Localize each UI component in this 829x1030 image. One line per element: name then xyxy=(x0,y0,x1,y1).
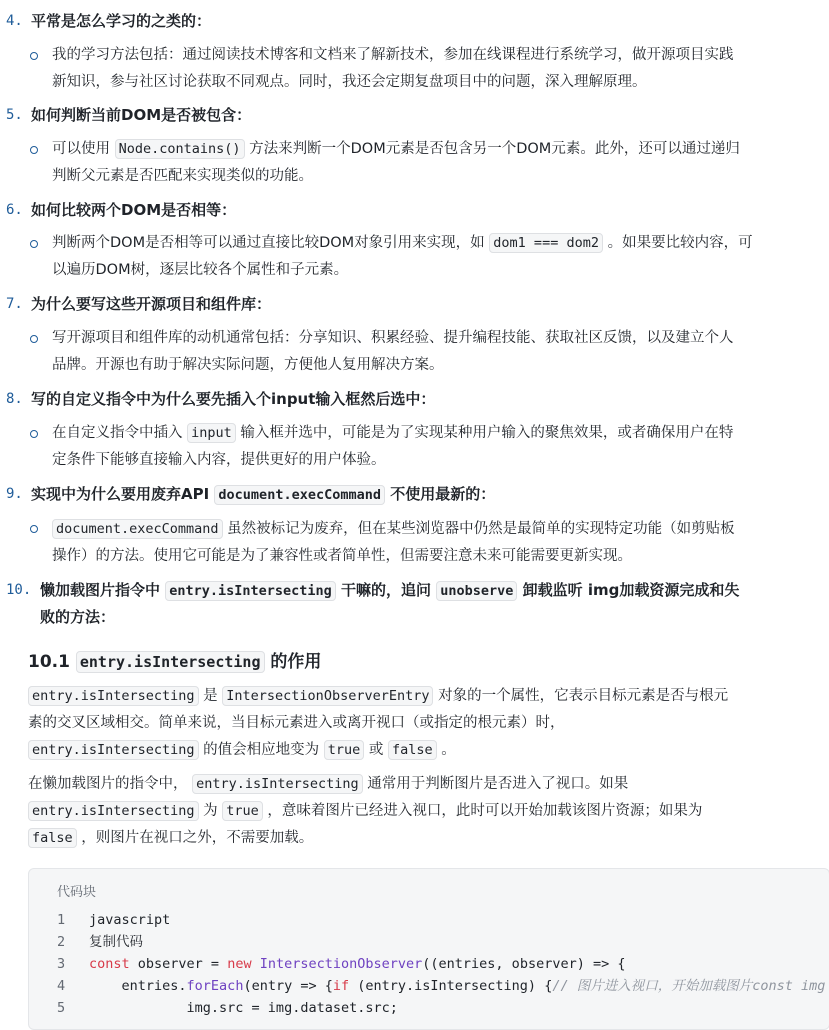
inline-code: IntersectionObserverEntry xyxy=(222,686,433,706)
bullet-icon xyxy=(30,240,38,248)
inline-code: document.execCommand xyxy=(52,519,223,539)
inline-code: unobserve xyxy=(436,581,517,601)
inline-code: entry.isIntersecting xyxy=(165,581,336,601)
line-number: 2 xyxy=(57,934,66,950)
inline-code: false xyxy=(388,740,437,760)
code-line: 4 entries.forEach(entry => {if (entry.isIntersecting) {// 图片进入视口，开始加载图片const img xyxy=(29,975,829,997)
answer-line: 操作）的方法。使用它可能是为了兼容性或者简单性，但需要注意未来可能需要更新实现。 xyxy=(52,548,632,564)
inline-code: dom1 === dom2 xyxy=(489,233,603,253)
answer-4 xyxy=(52,42,819,96)
list-number: 10. xyxy=(6,582,32,598)
answer-line: 定条件下能够直接输入内容，提供更好的用户体验。 xyxy=(52,452,386,468)
bullet-icon xyxy=(30,146,38,154)
question-text: 为什么要写这些开源项目和组件库： xyxy=(31,295,272,313)
answer-6 xyxy=(52,230,819,284)
answer-line: 判断两个DOM是否相等可以通过直接比较DOM对象引用来实现，如 dom1 === dom2 。如果要比较内容，可 xyxy=(52,235,753,251)
inline-code: input xyxy=(187,423,236,443)
code-line: 3 const observer = new IntersectionObserver((entries, observer) => { xyxy=(29,953,829,975)
code-block-title: 代码块 xyxy=(57,885,97,900)
bullet-icon xyxy=(30,525,38,533)
inline-code: false xyxy=(28,828,77,848)
inline-code: entry.isIntersecting xyxy=(28,740,199,760)
line-number: 4 xyxy=(57,978,66,994)
question-text: 写的自定义指令中为什么要先插入个input输入框然后选中： xyxy=(31,390,436,408)
question-text: 懒加载图片指令中 entry.isIntersecting 干嘛的，追问 unobserve 卸载监听 img加载资源完成和失 败的方法： xyxy=(40,581,740,626)
bullet-icon xyxy=(30,52,38,60)
inline-code: document.execCommand xyxy=(214,485,385,505)
paragraph-1: entry.isIntersecting 是 IntersectionObserverEntry 对象的一个属性，它表示目标元素是否与根元 素的交叉区域相交。简单来说，当目标元素进入或离开视口（或指定的根元素）时， entry.isIntersecting 的值会相应地变为 true 或 false 。 xyxy=(28,688,729,758)
answer-7 xyxy=(52,325,819,379)
inline-code: entry.isIntersecting xyxy=(28,686,199,706)
answer-line: 在自定义指令中插入 input 输入框并选中，可能是为了实现某种用户输入的聚焦效果，或者确保用户在特 xyxy=(52,425,734,441)
question-text: 如何判断当前DOM是否被包含： xyxy=(31,106,252,124)
line-number: 5 xyxy=(57,1000,66,1016)
inline-code: true xyxy=(222,801,263,821)
list-number: 5. xyxy=(6,107,23,123)
question-text: 实现中为什么要用废弃API document.execCommand 不使用最新的： xyxy=(31,485,496,503)
answer-line: document.execCommand 虽然被标记为废弃，但在某些浏览器中仍然是最简单的实现特定功能（如剪贴板 xyxy=(52,516,819,543)
answer-9 xyxy=(52,516,819,570)
inline-code: entry.isIntersecting xyxy=(76,651,265,673)
list-number: 8. xyxy=(6,391,23,407)
inline-code: entry.isIntersecting xyxy=(192,774,363,794)
list-number: 7. xyxy=(6,296,23,312)
answer-line: 新知识，参与社区讨论获取不同观点。同时，我还会定期复盘项目中的问题，深入理解原理。 xyxy=(52,74,647,90)
answer-line: 判断父元素是否匹配来实现类似的功能。 xyxy=(52,168,313,184)
line-number: 3 xyxy=(57,956,66,972)
code-line: 1 javascript xyxy=(29,909,829,931)
answer-line: 以遍历DOM树，逐层比较各个属性和子元素。 xyxy=(52,262,349,278)
bullet-icon xyxy=(30,430,38,438)
answer-line: 品牌。开源也有助于解决实际问题，方便他人复用解决方案。 xyxy=(52,357,444,373)
list-number: 9. xyxy=(6,486,23,502)
answer-line: 可以使用 Node.contains() 方法来判断一个DOM元素是否包含另一个DOM元素。此外，还可以通过递归 xyxy=(52,141,740,157)
list-number: 6. xyxy=(6,202,23,218)
inline-code: Node.contains() xyxy=(115,139,245,159)
section-heading: 10.1 entry.isIntersecting 的作用 xyxy=(28,652,322,672)
answer-line: 写开源项目和组件库的动机通常包括：分享知识、积累经验、提升编程技能、获取社区反馈，以及建立个人 xyxy=(52,330,734,346)
paragraph-2: 在懒加载图片的指令中， entry.isIntersecting 通常用于判断图片是否进入了视口。如果 entry.isIntersecting 为 true ，意味着图片已经进入视口，此时可以开始加载该图片资源；如果为 false ，则图片在视口之外，不需要加载。 xyxy=(28,776,703,846)
question-text: 如何比较两个DOM是否相等： xyxy=(31,201,237,219)
bullet-icon xyxy=(30,335,38,343)
code-block[interactable] xyxy=(28,868,829,1030)
inline-code: entry.isIntersecting xyxy=(28,801,199,821)
answer-5 xyxy=(52,136,819,190)
question-text: 平常是怎么学习的之类的： xyxy=(31,12,212,30)
inline-code: true xyxy=(324,740,365,760)
code-line: 2 复制代码 xyxy=(29,931,829,953)
code-line: 5 img.src = img.dataset.src; xyxy=(29,997,829,1019)
answer-line: 我的学习方法包括：通过阅读技术博客和文档来了解新技术，参加在线课程进行系统学习，做开源项目实践 xyxy=(52,47,734,63)
line-number: 1 xyxy=(57,912,66,928)
list-number: 4. xyxy=(6,13,23,29)
answer-8 xyxy=(52,420,819,474)
